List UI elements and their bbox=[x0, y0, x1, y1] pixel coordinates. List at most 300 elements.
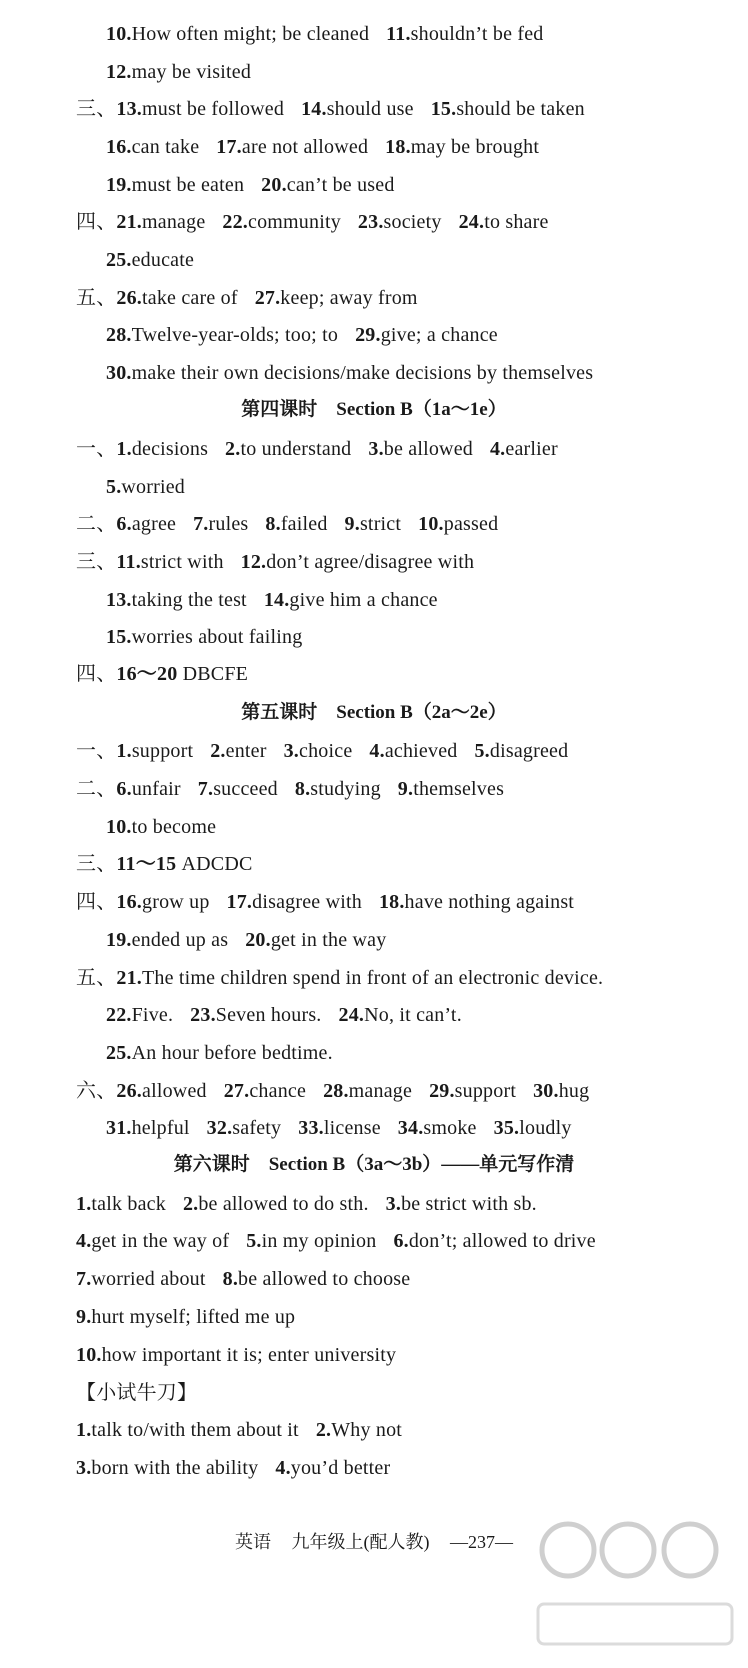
answer-number: 30. bbox=[533, 1080, 559, 1102]
answer-line bbox=[76, 1305, 295, 1329]
answer-item bbox=[398, 1117, 477, 1139]
answer-text: worried bbox=[121, 476, 186, 498]
section-prefix: 五、 bbox=[76, 967, 117, 989]
answer-text: be allowed to do sth. bbox=[198, 1193, 369, 1215]
answer-number: 33. bbox=[298, 1117, 324, 1139]
answer-line bbox=[76, 550, 474, 574]
answer-number: 24. bbox=[458, 211, 485, 233]
answer-text: Five. bbox=[131, 1004, 174, 1026]
answer-number: 9. bbox=[344, 513, 360, 535]
answer-text: may be visited bbox=[131, 61, 252, 83]
answer-line bbox=[76, 852, 253, 876]
answer-item bbox=[76, 1306, 295, 1328]
answer-item bbox=[106, 1042, 333, 1064]
answer-number: 10. bbox=[76, 1344, 102, 1366]
answer-text: be strict with sb. bbox=[401, 1193, 537, 1215]
answer-number: 13. bbox=[116, 98, 143, 120]
answer-item bbox=[106, 136, 199, 158]
answer-line bbox=[76, 1192, 537, 1216]
answer-item bbox=[301, 98, 414, 120]
answer-line bbox=[76, 1418, 402, 1442]
answer-text: to understand bbox=[240, 438, 352, 460]
answer-text: agree bbox=[131, 513, 177, 535]
answer-number: 21. bbox=[116, 211, 143, 233]
answer-text: keep; away from bbox=[280, 287, 418, 309]
answer-text: in my opinion bbox=[261, 1230, 377, 1252]
answer-item bbox=[224, 1080, 306, 1102]
answer-item bbox=[298, 1117, 381, 1139]
answer-item bbox=[393, 1230, 595, 1252]
answer-number: 6. bbox=[116, 513, 132, 535]
answer-number: 17. bbox=[226, 891, 253, 913]
answer-number: 1. bbox=[116, 438, 132, 460]
answer-number: 15. bbox=[430, 98, 457, 120]
answer-item bbox=[116, 98, 284, 120]
answer-text: educate bbox=[131, 249, 195, 271]
answer-number: 7. bbox=[76, 1268, 92, 1290]
answer-item bbox=[459, 211, 549, 233]
answer-text: be allowed bbox=[383, 438, 473, 460]
answer-item bbox=[116, 551, 223, 573]
answer-item bbox=[106, 174, 244, 196]
answer-item bbox=[295, 778, 381, 800]
answer-text: No, it can’t. bbox=[364, 1004, 462, 1026]
answer-line bbox=[106, 173, 395, 197]
answer-text: talk back bbox=[91, 1193, 166, 1215]
answer-text: have nothing against bbox=[404, 891, 575, 913]
answer-item bbox=[429, 1080, 516, 1102]
answer-text: rules bbox=[208, 513, 249, 535]
answer-text: get in the way of bbox=[91, 1230, 230, 1252]
answer-number: 35. bbox=[493, 1117, 520, 1139]
answer-item bbox=[216, 136, 368, 158]
answer-item bbox=[222, 211, 341, 233]
answer-number: 14. bbox=[301, 98, 327, 120]
answer-number: 5. bbox=[106, 476, 122, 498]
answer-item bbox=[106, 816, 216, 838]
answer-item bbox=[106, 1004, 173, 1026]
answer-number: 12. bbox=[240, 551, 267, 573]
answer-number: 10. bbox=[106, 816, 132, 838]
answer-line bbox=[76, 1229, 596, 1253]
section-prefix: 【小试牛刀】 bbox=[76, 1382, 198, 1404]
answer-item bbox=[264, 589, 438, 611]
answer-item bbox=[490, 438, 558, 460]
answer-number: 8. bbox=[222, 1268, 239, 1290]
section-prefix: 二、 bbox=[76, 513, 117, 535]
section-prefix: 四、 bbox=[76, 891, 117, 913]
answer-item bbox=[345, 513, 402, 535]
answer-item bbox=[198, 778, 278, 800]
section-heading-4: 第四课时 Section B（1a～1e） bbox=[241, 399, 507, 420]
answer-item bbox=[116, 663, 248, 685]
answer-line bbox=[106, 22, 543, 46]
answer-number: 16～20 bbox=[116, 663, 178, 685]
answer-number: 11. bbox=[116, 551, 141, 573]
answer-text: must be followed bbox=[142, 98, 285, 120]
answer-text: disagree with bbox=[252, 891, 362, 913]
answer-item bbox=[76, 1457, 258, 1479]
answer-item bbox=[116, 853, 252, 875]
footer-subject: 英语 bbox=[235, 1532, 271, 1552]
answer-line bbox=[76, 286, 418, 310]
answer-text: give; a chance bbox=[380, 324, 498, 346]
answer-item bbox=[339, 1004, 462, 1026]
answer-number: 9. bbox=[397, 778, 414, 800]
answer-number: 5. bbox=[474, 740, 490, 762]
answer-number: 32. bbox=[206, 1117, 233, 1139]
answer-item bbox=[494, 1117, 572, 1139]
answer-number: 6. bbox=[116, 778, 132, 800]
answer-text: worries about failing bbox=[131, 626, 303, 648]
answer-number: 1. bbox=[116, 740, 132, 762]
answer-number: 7. bbox=[193, 513, 209, 535]
answer-item bbox=[418, 513, 498, 535]
answer-line bbox=[106, 361, 593, 385]
answer-text: succeed bbox=[213, 778, 278, 800]
answer-text: make their own decisions/make decisions by themselves bbox=[131, 362, 594, 384]
answer-item bbox=[227, 891, 362, 913]
answer-item bbox=[210, 740, 266, 762]
answer-text: get in the way bbox=[270, 929, 387, 951]
answer-text: passed bbox=[443, 513, 499, 535]
answer-number: 20. bbox=[261, 174, 287, 196]
section-prefix: 三、 bbox=[76, 98, 117, 120]
answer-item bbox=[106, 61, 251, 83]
answer-number: 8. bbox=[265, 513, 281, 535]
answer-item bbox=[379, 891, 574, 913]
answer-item bbox=[116, 740, 193, 762]
answer-number: 22. bbox=[106, 1004, 132, 1026]
answer-line bbox=[106, 1041, 333, 1065]
answer-line bbox=[106, 135, 539, 159]
answer-text: decisions bbox=[131, 438, 209, 460]
answer-text: chance bbox=[249, 1080, 307, 1102]
answer-text: society bbox=[383, 211, 442, 233]
section-prefix: 五、 bbox=[76, 287, 117, 309]
answer-line bbox=[76, 1079, 589, 1103]
answer-text: failed bbox=[280, 513, 328, 535]
answer-line bbox=[76, 966, 603, 990]
answer-number: 7. bbox=[197, 778, 214, 800]
answer-text: to share bbox=[484, 211, 549, 233]
answer-line bbox=[106, 1003, 462, 1027]
answer-number: 27. bbox=[223, 1080, 250, 1102]
answer-number: 4. bbox=[275, 1457, 291, 1479]
answer-text: choice bbox=[299, 740, 353, 762]
answer-item bbox=[369, 740, 457, 762]
answer-number: 34. bbox=[397, 1117, 424, 1139]
answer-item bbox=[116, 513, 176, 535]
answer-line bbox=[106, 248, 194, 272]
answer-number: 3. bbox=[283, 740, 300, 762]
answer-item bbox=[106, 362, 593, 384]
answer-text: taking the test bbox=[131, 589, 247, 611]
answer-text: how important it is; enter university bbox=[101, 1344, 397, 1366]
answer-item bbox=[385, 136, 539, 158]
answer-text: The time children spend in front of an electronic device. bbox=[142, 967, 604, 989]
answer-number: 23. bbox=[190, 1004, 216, 1026]
answer-line bbox=[76, 890, 574, 914]
section-prefix: 三、 bbox=[76, 853, 117, 875]
answer-number: 3. bbox=[385, 1193, 402, 1215]
answer-number: 28. bbox=[323, 1080, 349, 1102]
answer-number: 14. bbox=[263, 589, 290, 611]
answer-item bbox=[225, 438, 351, 460]
answer-text: shouldn’t be fed bbox=[410, 23, 544, 45]
answer-item bbox=[116, 891, 209, 913]
answer-number: 1. bbox=[76, 1419, 92, 1441]
answer-line bbox=[76, 662, 248, 686]
answer-text: give him a chance bbox=[289, 589, 438, 611]
answer-text: ended up as bbox=[131, 929, 229, 951]
answer-item bbox=[106, 249, 194, 271]
answer-item bbox=[261, 174, 394, 196]
answer-item bbox=[116, 967, 603, 989]
answer-item bbox=[474, 740, 568, 762]
answer-text: unfair bbox=[131, 778, 181, 800]
answer-number: 3. bbox=[76, 1457, 92, 1479]
answer-text: to become bbox=[131, 816, 217, 838]
answer-item bbox=[116, 211, 205, 233]
section-prefix: 四、 bbox=[76, 211, 117, 233]
answer-text: An hour before bedtime. bbox=[131, 1042, 333, 1064]
answer-number: 18. bbox=[378, 891, 405, 913]
answer-text: disagreed bbox=[489, 740, 569, 762]
answer-number: 16. bbox=[116, 891, 143, 913]
answer-number: 22. bbox=[222, 211, 249, 233]
answer-text: loudly bbox=[519, 1117, 572, 1139]
answer-item bbox=[358, 211, 442, 233]
answer-number: 2. bbox=[315, 1419, 332, 1441]
answer-item bbox=[106, 929, 228, 951]
answer-number: 17. bbox=[216, 136, 242, 158]
answer-item bbox=[183, 1193, 369, 1215]
answer-number: 31. bbox=[106, 1117, 132, 1139]
answer-number: 1. bbox=[76, 1193, 92, 1215]
answer-number: 13. bbox=[106, 589, 132, 611]
answer-item bbox=[76, 1419, 299, 1441]
answer-number: 15. bbox=[106, 626, 132, 648]
answer-number: 12. bbox=[106, 61, 132, 83]
answer-item bbox=[106, 626, 302, 648]
answer-text: may be brought bbox=[410, 136, 540, 158]
answer-item bbox=[265, 513, 327, 535]
answer-number: 21. bbox=[116, 967, 143, 989]
answer-number: 16. bbox=[106, 136, 132, 158]
answer-item bbox=[284, 740, 353, 762]
footer-page-number: —237— bbox=[450, 1532, 513, 1552]
answer-number: 3. bbox=[368, 438, 384, 460]
answer-number: 11～15 bbox=[116, 853, 177, 875]
answer-text: are not allowed bbox=[241, 136, 369, 158]
answer-item bbox=[190, 1004, 321, 1026]
answer-text: Why not bbox=[331, 1419, 403, 1441]
answer-number: 18. bbox=[385, 136, 411, 158]
answer-line bbox=[106, 928, 386, 952]
answer-text: How often might; be cleaned bbox=[131, 23, 370, 45]
answer-number: 25. bbox=[106, 249, 132, 271]
answer-text: support bbox=[131, 740, 194, 762]
answer-text: themselves bbox=[413, 778, 505, 800]
answer-line bbox=[76, 210, 549, 234]
answer-text: earlier bbox=[505, 438, 558, 460]
section-prefix: 四、 bbox=[76, 663, 117, 685]
section-prefix: 三、 bbox=[76, 551, 117, 573]
answer-text: helpful bbox=[131, 1117, 190, 1139]
answer-item bbox=[223, 1268, 411, 1290]
answer-number: 2. bbox=[182, 1193, 199, 1215]
answer-number: 19. bbox=[106, 929, 132, 951]
section-prefix: 一、 bbox=[76, 740, 117, 762]
section-prefix: 一、 bbox=[76, 438, 117, 460]
answer-number: 4. bbox=[76, 1230, 92, 1252]
answer-item bbox=[76, 1268, 206, 1290]
answer-item bbox=[255, 287, 418, 309]
answer-text: Twelve-year-olds; too; to bbox=[131, 324, 339, 346]
answer-number: 19. bbox=[106, 174, 132, 196]
answer-line bbox=[106, 815, 216, 839]
answer-text: support bbox=[454, 1080, 517, 1102]
answer-text: hurt myself; lifted me up bbox=[91, 1306, 296, 1328]
answer-item bbox=[316, 1419, 402, 1441]
answer-text: should use bbox=[326, 98, 414, 120]
answer-item bbox=[368, 438, 473, 460]
answer-number: 4. bbox=[369, 740, 385, 762]
answer-line bbox=[76, 97, 585, 121]
answer-number: 10. bbox=[106, 23, 132, 45]
answer-number: 26. bbox=[116, 287, 143, 309]
answer-item bbox=[246, 1230, 376, 1252]
answer-item bbox=[106, 1117, 190, 1139]
answer-item bbox=[76, 1230, 229, 1252]
answer-item bbox=[116, 438, 208, 460]
answer-text: talk to/with them about it bbox=[91, 1419, 299, 1441]
answer-text: Seven hours. bbox=[215, 1004, 322, 1026]
answer-text: be allowed to choose bbox=[238, 1268, 411, 1290]
answer-number: 2. bbox=[210, 740, 226, 762]
section-heading-5: 第五课时 Section B（2a～2e） bbox=[241, 702, 507, 723]
answer-item bbox=[245, 929, 386, 951]
section-heading-6: 第六课时 Section B（3a～3b）——单元写作清 bbox=[173, 1154, 575, 1175]
answer-text: strict with bbox=[140, 551, 224, 573]
answer-line bbox=[76, 512, 498, 536]
answer-line bbox=[76, 1343, 396, 1367]
answer-number: 8. bbox=[294, 778, 311, 800]
answer-number: 29. bbox=[355, 324, 381, 346]
answer-item bbox=[431, 98, 585, 120]
answer-text: license bbox=[323, 1117, 381, 1139]
answer-item bbox=[106, 589, 247, 611]
answer-text: hug bbox=[558, 1080, 590, 1102]
answer-text: don’t; allowed to drive bbox=[408, 1230, 596, 1252]
answer-text: born with the ability bbox=[91, 1457, 259, 1479]
answer-item bbox=[241, 551, 475, 573]
answer-item bbox=[116, 778, 180, 800]
answer-text: should be taken bbox=[456, 98, 585, 120]
answer-item bbox=[398, 778, 504, 800]
answer-number: 10. bbox=[418, 513, 444, 535]
answer-text: take care of bbox=[142, 287, 238, 309]
answer-number: 27. bbox=[254, 287, 281, 309]
answer-item bbox=[533, 1080, 589, 1102]
answer-item bbox=[193, 513, 248, 535]
answer-number: 29. bbox=[429, 1080, 455, 1102]
answer-number: 6. bbox=[393, 1230, 409, 1252]
answer-item bbox=[275, 1457, 390, 1479]
answer-number: 20. bbox=[245, 929, 271, 951]
answer-number: 30. bbox=[106, 362, 132, 384]
answer-text: safety bbox=[232, 1117, 282, 1139]
answer-line bbox=[76, 1381, 197, 1405]
answer-number: 11. bbox=[386, 23, 411, 45]
answer-number: 24. bbox=[338, 1004, 365, 1026]
watermark-logo-icon bbox=[528, 1508, 742, 1662]
answer-item bbox=[355, 324, 498, 346]
answer-line bbox=[106, 475, 185, 499]
answer-item bbox=[386, 23, 543, 45]
answer-text: achieved bbox=[384, 740, 458, 762]
answer-line bbox=[76, 739, 568, 763]
answer-line bbox=[106, 1116, 572, 1140]
answer-text: manage bbox=[142, 211, 206, 233]
answer-text: don’t agree/disagree with bbox=[266, 551, 475, 573]
answer-number: 28. bbox=[106, 324, 132, 346]
answer-item bbox=[106, 324, 338, 346]
answer-text: must be eaten bbox=[131, 174, 245, 196]
answer-text: can take bbox=[131, 136, 200, 158]
answer-item bbox=[106, 23, 369, 45]
answer-number: 26. bbox=[116, 1080, 143, 1102]
answer-text: DBCFE bbox=[177, 663, 249, 685]
answer-item bbox=[386, 1193, 537, 1215]
answer-text: allowed bbox=[142, 1080, 207, 1102]
answer-line bbox=[106, 625, 302, 649]
answer-text: can’t be used bbox=[286, 174, 395, 196]
answer-text: studying bbox=[310, 778, 381, 800]
answer-number: 23. bbox=[357, 211, 384, 233]
answer-number: 25. bbox=[106, 1042, 132, 1064]
answer-text: you’d better bbox=[290, 1457, 391, 1479]
answer-line bbox=[76, 1267, 410, 1291]
answer-item bbox=[323, 1080, 412, 1102]
answer-item bbox=[116, 287, 237, 309]
answer-text: smoke bbox=[423, 1117, 477, 1139]
answer-line bbox=[76, 437, 558, 461]
answer-line bbox=[106, 588, 438, 612]
answer-item bbox=[207, 1117, 282, 1139]
footer-grade: 九年级上(配人教) bbox=[291, 1532, 430, 1552]
answer-number: 9. bbox=[76, 1306, 92, 1328]
answer-item bbox=[76, 1193, 166, 1215]
answer-line bbox=[76, 1456, 390, 1480]
answer-text: enter bbox=[225, 740, 267, 762]
answer-number: 2. bbox=[225, 438, 241, 460]
answer-text: grow up bbox=[142, 891, 210, 913]
answer-text: strict bbox=[359, 513, 402, 535]
answer-text: worried about bbox=[91, 1268, 206, 1290]
answer-text: community bbox=[248, 211, 341, 233]
answer-line bbox=[106, 323, 498, 347]
section-prefix: 二、 bbox=[76, 778, 117, 800]
answer-text: manage bbox=[348, 1080, 413, 1102]
answer-item bbox=[106, 476, 185, 498]
answer-number: 5. bbox=[246, 1230, 262, 1252]
answer-item bbox=[116, 1080, 206, 1102]
answer-line bbox=[76, 777, 504, 801]
answer-number: 4. bbox=[489, 438, 506, 460]
section-prefix: 六、 bbox=[76, 1080, 117, 1102]
